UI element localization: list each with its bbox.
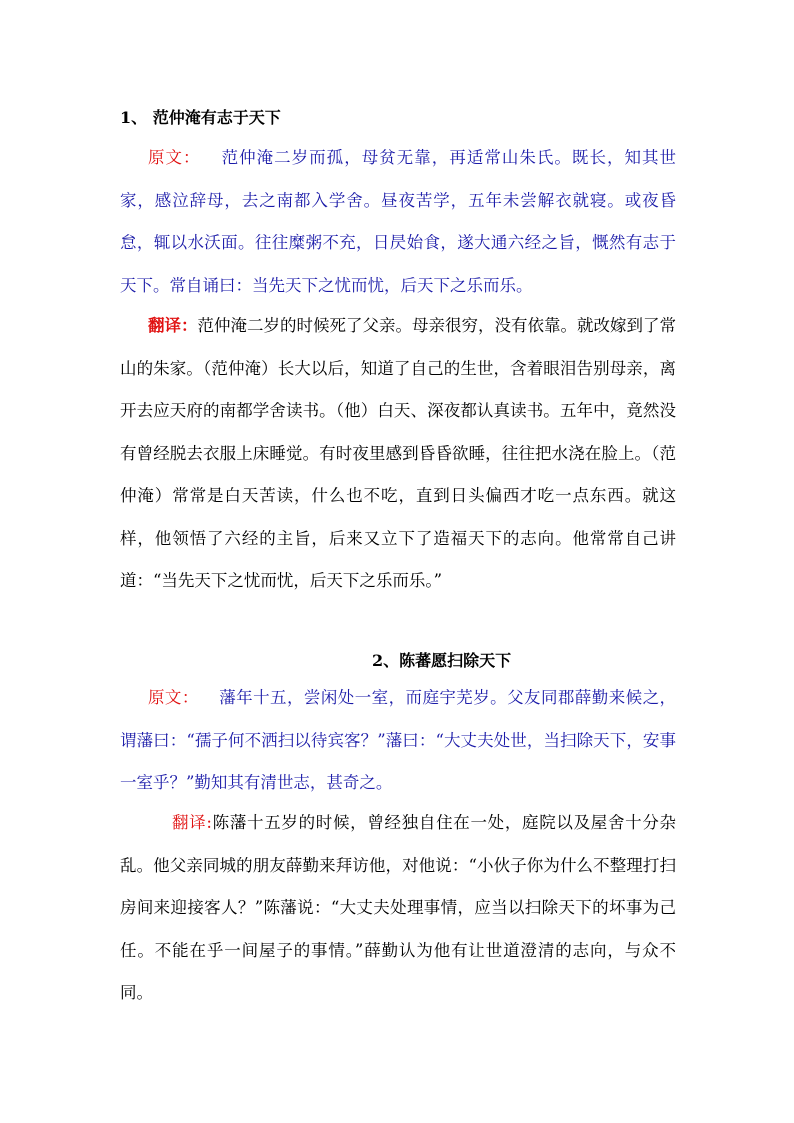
section-2-title: 2、陈蕃愿扫除天下 (372, 651, 512, 670)
section-1-original (120, 137, 676, 307)
section-1-translation-text: 范仲淹二岁的时候死了父亲。母亲很穷，没有依靠。就改嫁到了常山的朱家。（范仲淹）长大以后，知道了自己的生世，含着眼泪告别母亲，离开去应天府的南都学舍读书。（他）白天、深夜都认真读书。五年中，竟然没有曾经脱去衣服上床睡觉。有时夜里感到昏昏欲睡，往往把水浇在脸上。（范仲淹）常常是白天苦读，什么也不吃，直到日头偏西才吃一点东西。就这样，他领悟了六经的主旨，后来又立下了造福天下的志向。他常常自己讲道：“当先天下之忧而忧，后天下之乐而乐。” (120, 316, 676, 590)
section-2-translation (120, 802, 676, 1015)
section-2-translation-label: 翻译: (172, 813, 212, 832)
section-2-original-text: 藩年十五，尝闲处一室，而庭宇芜岁。父友同郡薛勤来候之，谓藩曰：“孺子何不洒扫以待宾客？”藩曰：“大丈夫处世，当扫除天下，安事一室乎？”勤知其有清世志，甚奇之。 (120, 688, 677, 792)
section-1-translation-label: 翻译： (148, 316, 198, 335)
section-2-translation-text: 陈藩十五岁的时候，曾经独自住在一处，庭院以及屋舍十分杂乱。他父亲同城的朋友薛勤来拜访他，对他说：“小伙子你为什么不整理打扫房间来迎接客人？”陈藩说：“大丈夫处理事情，应当以扫除天下的坏事为己任。不能在乎一间屋子的事情。”薛勤认为他有让世道澄清的志向，与众不同。 (120, 813, 676, 1002)
section-2-original-label: 原文： (148, 688, 199, 707)
section-1-original-text: 范仲淹二岁而孤，母贫无靠，再适常山朱氏。既长，知其世家，感泣辞母，去之南都入学舍。昼夜苦学，五年未尝解衣就寝。或夜昏怠，辄以水沃面。往往糜粥不充，日昃始食，遂大通六经之旨，慨然有志于天下。常自诵曰：当先天下之忧而忧，后天下之乐而乐。 (120, 148, 677, 295)
section-1-translation (120, 305, 676, 603)
section-1-title: 1、 范仲淹有志于天下 (120, 108, 281, 127)
section-1-original-label: 原文： (148, 148, 201, 167)
section-2-original (120, 677, 676, 805)
